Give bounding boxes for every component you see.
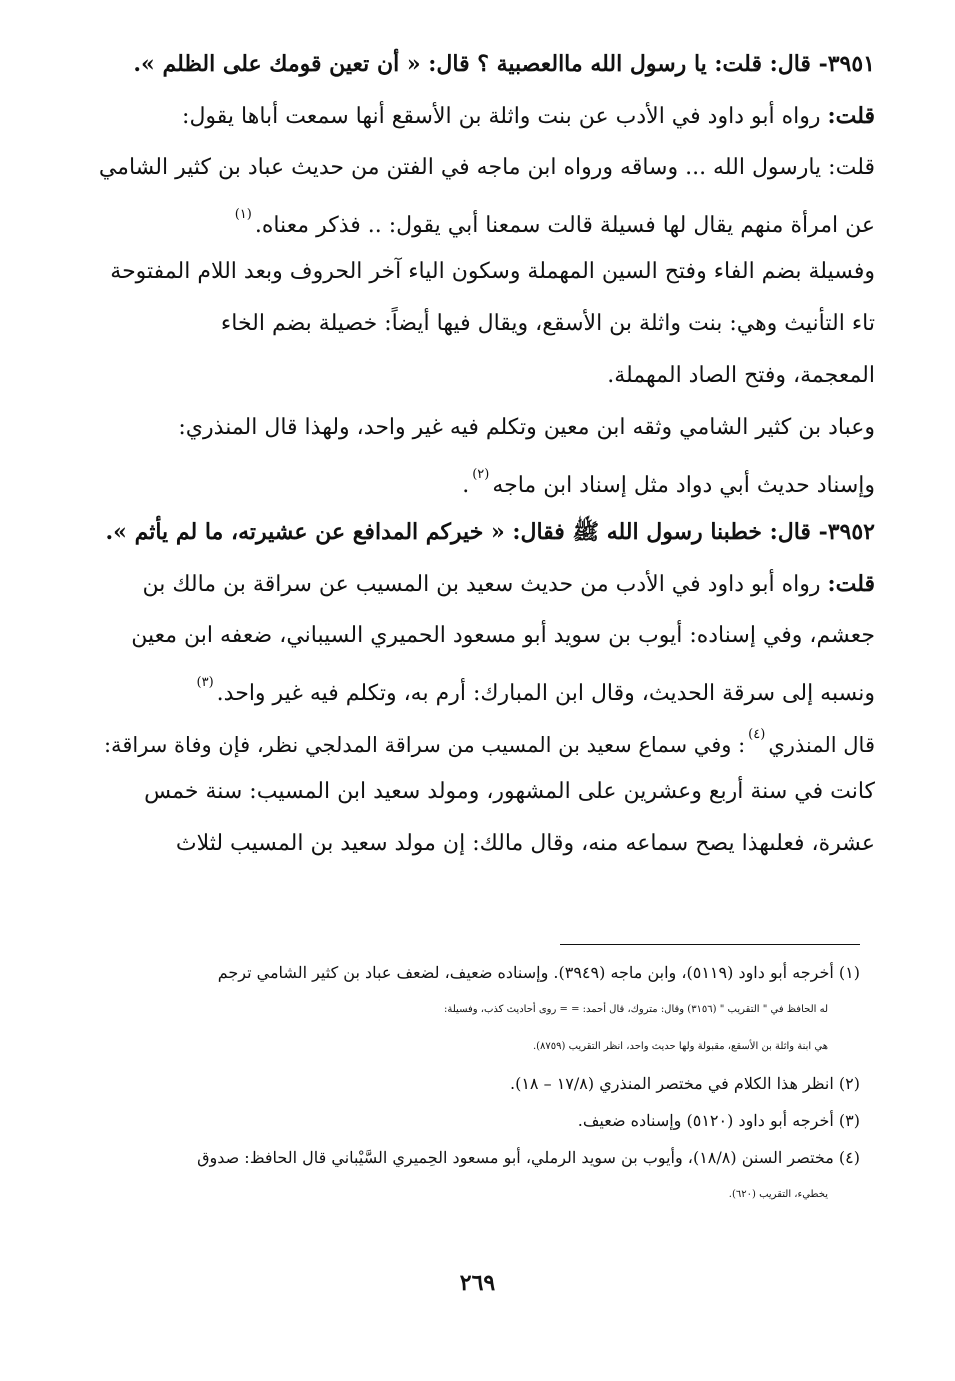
hadith-3951-line-3-text: عن امرأة منهم يقال لها فسيلة قالت سمعنا أبي يقول: .. فذكر معناه. xyxy=(254,213,875,238)
footnote-marker-1[interactable]: (١) xyxy=(234,207,252,222)
hadith-3951-line-3 xyxy=(95,208,875,260)
footnote-marker-2[interactable]: (٢) xyxy=(472,467,490,482)
hadith-3952-line-5: كانت في سنة أربع وعشرين على المشهور، ومولد سعيد ابن المسيب: سنة خمس xyxy=(144,779,875,804)
hadith-3952-line-3 xyxy=(95,676,875,728)
page-number: ٢٦٩ xyxy=(459,1270,496,1296)
hadith-3952-line-4 xyxy=(95,728,875,780)
hadith-3952-heading: ٣٩٥٢- قال: خطبنا رسول الله ﷺ فقال: « خيركم المدافع عن عشيرته، ما لم يأثم ». xyxy=(105,519,875,545)
footnote-separator xyxy=(560,944,860,945)
footnote-4-cont: يخطيء، التقريب (٦٢٠). xyxy=(728,1189,828,1200)
hadith-3951-line-8 xyxy=(95,468,875,520)
footnotes xyxy=(85,958,860,1217)
hadith-3951-heading: ٣٩٥١- قال: قلت: يا رسول الله ماالعصبية ؟ قال: « أن تعين قومك على الظلم ». xyxy=(133,51,875,77)
qult-label: قلت: xyxy=(827,103,875,129)
hadith-3952-line-6: عشرة، فعلىهذا يصح سماعه منه، وقال مالك: إن مولد سعيد بن المسيب لثلاث xyxy=(175,831,875,856)
footnote-2: (٢) انظر هذا الكلام في مختصر المنذري (١٧/٨ – ١٨). xyxy=(510,1074,860,1093)
footnote-4: (٤) مختصر السنن (١٨/٨)، وأيوب بن سويد الرملي، أبو مسعود الحِميري السَّيْباني قال الحافظ: صدوق xyxy=(197,1148,860,1167)
hadith-3951-line-6: المعجمة، وفتح الصاد المهملة. xyxy=(607,363,875,388)
qult-label: قلت: xyxy=(827,571,875,597)
hadith-3952-line-3-text: ونسبه إلى سرقة الحديث، وقال ابن المبارك: أرم به، وتكلم فيه غير واحد. xyxy=(216,681,875,706)
page-body xyxy=(95,52,875,884)
footnote-marker-3[interactable]: (٣) xyxy=(196,675,214,690)
footnote-1-cont: له الحافظ في " التقريب " (٣١٥٦) وقال: متروك، قال أحمد: = = روى أحاديث كذب، وفسيلة: xyxy=(444,1004,828,1015)
hadith-3951-line-8-end: . xyxy=(462,473,470,498)
footnote-3: (٣) أخرجه أبو داود (٥١٢٠) وإسناده ضعيف. xyxy=(577,1111,860,1130)
hadith-3951-line-1 xyxy=(95,104,875,156)
hadith-3952-line-4-text: : وفي سماع سعيد بن المسيب من سراقة المدلجي نظر، فإن وفاة سراقة: xyxy=(103,733,746,757)
hadith-3951-line-8-text: وإسناد حديث أبي دواد مثل إسناد ابن ماجه xyxy=(492,473,875,498)
hadith-3951-line-4: وفسيلة بضم الفاء وفتح السين المهملة وسكون الياء آخر الحروف وبعد اللام المفتوحة xyxy=(110,259,875,284)
hadith-3951-line-5: تاء التأنيث وهي: بنت واثلة بن الأسقع، ويقال فيها أيضاً: خصيلة بضم الخاء xyxy=(220,311,875,336)
hadith-3952-line-1 xyxy=(95,572,875,624)
hadith-3952-line-2: جعشم، وفي إسناده: أيوب بن سويد أبو مسعود الحميري السيباني، ضعفه ابن معين xyxy=(131,623,875,648)
hadith-3952-line-4-start: قال المنذري xyxy=(768,733,875,757)
footnote-1-cont: هي ابنة واثلة بن الأسقع، مقبولة ولها حديث واحد، انظر التقريب (٨٧٥٩). xyxy=(532,1041,828,1052)
footnote-marker-4[interactable]: (٤) xyxy=(748,727,766,742)
hadith-3952-line-1-text: رواه أبو داود في الأدب من حديث سعيد بن المسيب عن سراقة بن مالك بن xyxy=(142,572,821,597)
hadith-3951-line-2: قلت: يارسول الله ... وساقه ورواه ابن ماجه في الفتن من حديث عباد بن كثير الشامي xyxy=(98,155,875,180)
hadith-3951-line-1-text: رواه أبو داود في الأدب عن بنت واثلة بن الأسقع أنها سمعت أباها يقول: xyxy=(182,104,821,129)
footnote-1: (١) أخرجه أبو داود (٥١١٩)، وابن ماجه (٣٩٤٩). وإسناده ضعيف، لضعف عباد بن كثير الشامي ترجم xyxy=(217,963,860,982)
hadith-3951-line-7: وعباد بن كثير الشامي وثقه ابن معين وتكلم فيه غير واحد، ولهذا قال المنذري: xyxy=(178,415,875,440)
